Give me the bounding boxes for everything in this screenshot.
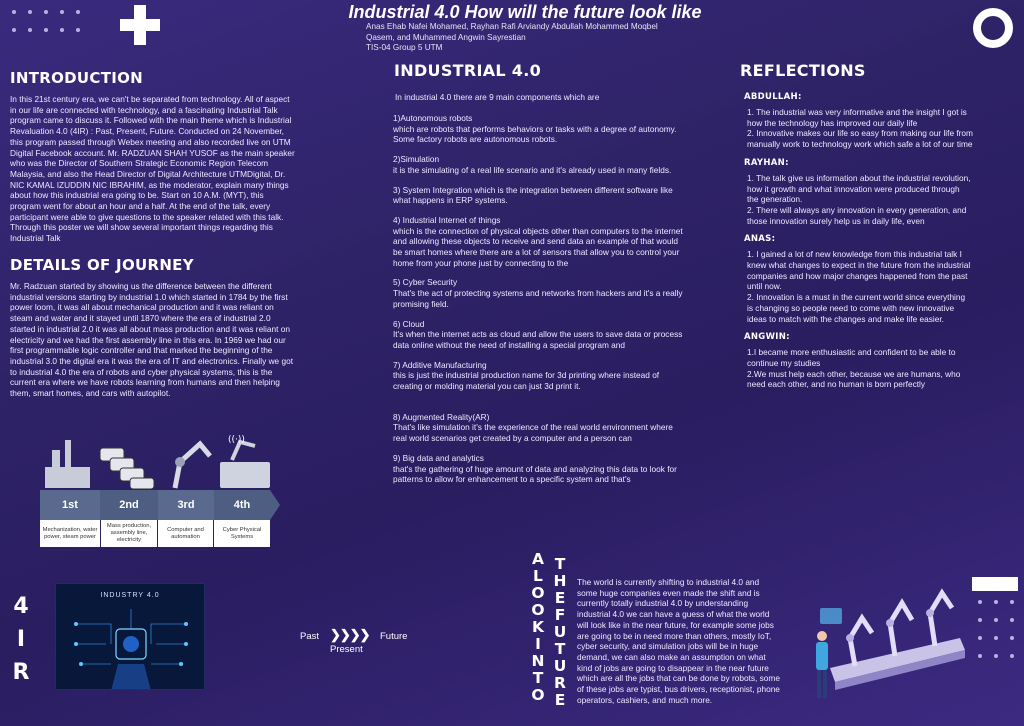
vertical-letter: E [554, 589, 566, 607]
timeline-caption-4: Cyber Physical Systems [214, 520, 270, 547]
vertical-letter: O [531, 686, 545, 704]
future-label: Future [380, 631, 408, 642]
reflection-rayhan [741, 158, 973, 227]
poster-title: Industrial 4.0 How will the future look like [348, 2, 702, 22]
introduction-heading: INTRODUCTION [10, 69, 144, 87]
component-item [393, 154, 683, 175]
component-title: 7) Additive Manufacturing [393, 359, 487, 370]
vertical-letter: O [531, 601, 545, 619]
component-item [393, 185, 683, 206]
cyber-robot-icon [220, 442, 270, 488]
reflection-name: ABDULLAH: [744, 92, 802, 102]
robot-assembly-illustration [800, 578, 970, 706]
future-text: The world is currently shifting to industrial 4.0 and some huge companies even made the shift and is currently totally industrial 4.0 by understanding industrial 4.0 we can have a guess of what the world will look like in the near future, for example some jobs are going to be in need more than others, mostly IoT, cyber security, and simulation jobs will be in huge demand, we can also make an assumption on what kind of jobs are going to disappear in the near future which are all the jobs that can be done by robots, some of these jobs are typist, bus drivers, receptionist, phone operators, cashiers, and much more. [577, 577, 780, 705]
journey-heading: DETAILS OF JOURNEY [10, 256, 194, 274]
vertical-letter: K [531, 618, 544, 636]
reflection-name: ANGWIN: [744, 332, 790, 343]
vertical-letter: T [532, 669, 544, 687]
reflections-heading: REFLECTIONS [740, 61, 866, 80]
industrial-heading: INDUSTRIAL 4.0 [394, 61, 542, 80]
timeline-caption-3: Computer and automation [158, 520, 213, 547]
introduction-text: In this 21st century era, we can't be separated from technology. All of aspect in our life are connected with technology, and a fascinating Industrial Talk program came to discuss it. Followed with the main theme which is Industrial Revaluation 4.0 (4IR) : Past, Present, Future. Conducted on 24 November, this program passed through Webex meeting and also recorded live on UTM Digital Facebook account. Mr. RADZUAN SHAH YUSOF as the main speaker who was the Director of Southern Strategic Economic Region Telecom Malaysia, and also the Head Director of Digital Architecture UTMDigital, Dr. NIC KAMAL IZUDDIN NIC IBRAHIM, as the moderator, explain many things about how this industrial era going to be. Start on 10 A.M. (MYT), this program went for about an hour and a half. At the end of the talk, every participant were able to give questions to the speaker related with this talk. Through this poster we will show several important things regarding this Industrial Talk [10, 94, 295, 244]
component-title: 8) Augmented Reality(AR) [393, 411, 490, 422]
component-title: 4) Industrial Internet of things [393, 214, 501, 225]
vertical-letter: O [531, 584, 545, 602]
past-label: Past [300, 631, 320, 642]
reflection-point: 1. The talk give us information about the industrial revolution, how it growth and what innovation were produced through the generation. [747, 172, 971, 205]
vertical-letter: U [553, 623, 567, 641]
timeline-step-4: 4th [214, 490, 270, 520]
group-label: TIS-04 Group 5 UTM [366, 43, 443, 52]
component-text: That's like simulation it's the experience of the real world environment where real world scenarios get created by a computer and a person can [393, 422, 673, 444]
white-bar-decoration [972, 577, 1018, 591]
reflection-point: 1. The industrial was very informative and the insight I got is how the technology has improved our daily life [747, 107, 967, 128]
vertical-letter: R [554, 674, 566, 692]
component-text: It's when the internet acts as cloud and allow the users to save data or process data online without the need of installing a special program and [393, 329, 683, 350]
ring-icon [973, 8, 1013, 48]
plus-icon [120, 5, 160, 45]
industrial-revolution-illustration [40, 432, 280, 492]
vertical-letter: L [533, 567, 543, 585]
component-title: 5) Cyber Security [393, 277, 458, 288]
4ir-letter: 4 [13, 594, 29, 619]
timeline-arrow-tip [270, 490, 280, 520]
component-item [393, 319, 683, 351]
vertical-letter: H [553, 572, 567, 590]
component-item [393, 453, 683, 485]
timeline-caption-1: Mechanization, water power, steam power [40, 520, 100, 547]
journey-text: Mr. Radzuan started by showing us the difference between the different industrial versions starting by industrial 1.0 which started in 1784 by the first power loom, it was all about mechanical production and it was reliant on steam and water and it stayed until 1870 where the era of industrial 2.0 started in industrial 2.0 it was all about mass production and it was reliant on electricity and we had the first assembly line in this era. In 1969 we had our first programmable logic controller and that marked the beginning of the industrial 3.0 the digital era it was the era of IT and electronics. Finally we got to industrial 4.0 the era of robots and cyber physical systems, this is the current era where we have robots learning from humans and then helping them, smart homes, and cars with autopilot. [10, 281, 294, 399]
component-item [393, 113, 683, 145]
industry-4-image-label: INDUSTRY 4.0 [100, 592, 160, 599]
component-title: 2)Simulation [393, 154, 440, 165]
flow-arrows: ❯❯❯❯ [330, 627, 370, 642]
vertical-letter: F [554, 606, 566, 624]
decorative-dots-top-left [12, 10, 80, 32]
reflection-point: 1.I became more enthusiastic and confident to be able to continue my studies [747, 347, 956, 368]
car-icons [100, 448, 154, 489]
component-item [393, 277, 683, 309]
vertical-letter: U [553, 657, 567, 675]
component-item [393, 360, 683, 392]
the-future-vertical [552, 556, 568, 709]
component-text: That's the act of protecting systems and networks from hackers and it's a really promising field. [393, 288, 683, 309]
component-text: this is just the industrial production name for 3d printing where instead of creating or molding material you can just 3d print it. [393, 370, 660, 392]
4ir-letter: I [16, 627, 26, 652]
component-text: that's the gathering of huge amount of data and analyzing this data to look for patterns to allow for enhancement to a specific system and that's [393, 463, 677, 485]
reflection-point: 1. I gained a lot of new knowledge from this industrial talk I knew what changes to expect in the future from the industrial companies and how major changes happened from the past until now. [747, 249, 971, 292]
vertical-letter: A [532, 550, 544, 568]
vertical-letter: E [554, 691, 566, 709]
component-item [393, 412, 683, 444]
reflection-name: ANAS: [744, 234, 776, 245]
timeline-step-2: 2nd [100, 490, 158, 520]
svg-text:((·)): ((·)) [228, 435, 245, 445]
component-title: 6) Cloud [393, 318, 425, 329]
industrial-intro: In industrial 4.0 there are 9 main components which are [395, 92, 600, 102]
author-list [366, 22, 686, 54]
component-list [393, 113, 683, 494]
decorative-dots-bottom-right [978, 600, 1014, 658]
4ir-letter: R [12, 660, 30, 685]
component-title: 3) System Integration which is the integration between different software like what happens in ERP systems. [393, 184, 673, 206]
person-figure [816, 631, 828, 698]
reflection-name: RAYHAN: [744, 157, 789, 168]
vertical-letter: T [554, 555, 566, 573]
component-title: 1)Autonomous robots [393, 113, 473, 123]
present-label: Present [330, 644, 363, 655]
component-text: which are robots that performs behaviors or tasks with a degree of autonomy. Some factory robots are autonomous robots. [393, 123, 677, 145]
vertical-letter: T [554, 640, 566, 658]
timeline-step-3: 3rd [158, 490, 214, 520]
timeline-step-1: 1st [40, 490, 100, 520]
reflections-list [741, 85, 973, 390]
4ir-vertical-label [10, 590, 32, 689]
circuit-hand-illustration [56, 584, 205, 690]
component-text: which is the connection of physical objects other than computers to the internet and allowing these objects to receive and send data an example of that would be smart homes where there are a lot of sensors that allow you to control your home from your phone just by connecting to the [393, 225, 683, 268]
industry-4-image [55, 583, 205, 690]
vertical-letter: N [531, 652, 545, 670]
reflection-abdullah [741, 92, 973, 150]
a-look-into-vertical [530, 551, 546, 704]
reflection-point: 2. Innovation is a must in the current world since everything is changing so people need to come with new innovative ideas to match with the changes and make life easier. [747, 292, 966, 324]
reflection-point: 2. Innovative makes our life so easy from making our life from manually work to technology work which safe a lot of our time [747, 128, 973, 150]
component-title: 9) Big data and analytics [393, 452, 484, 463]
component-item [393, 215, 683, 269]
reflection-anas [741, 234, 973, 324]
component-text: it is the simulating of a real life scenario and it's already used in many fields. [393, 164, 672, 175]
reflection-point: 2. There will always any innovation in every generation, and those innovation surely help us in daily life, even [747, 204, 967, 226]
factory-icon [45, 440, 90, 488]
reflection-angwin [741, 332, 973, 390]
reflection-point: 2.We must help each other, because we are humans, who need each other, and no human is born perfectly [747, 368, 961, 390]
timeline-caption-2: Mass production, assembly line, electricity [101, 520, 157, 547]
vertical-letter: I [535, 635, 541, 653]
authors-names: Anas Ehab Nafei Mohamed, Rayhan Rafi Arviandy Abdullah Mohammed Moqbel Qasem, and Muhammed Angwin Sayrestian [366, 22, 658, 42]
